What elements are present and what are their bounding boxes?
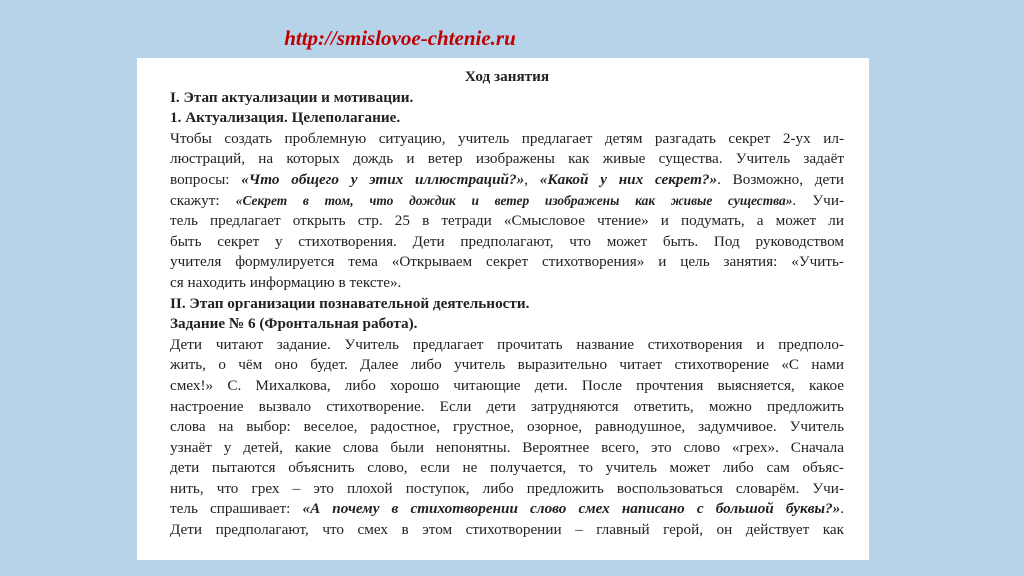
paragraph2-line: Дети читают задание. Учитель предлагает прочитать название стихотворения и предполо- [170, 335, 844, 353]
text-fragment: тель спрашивает: [170, 500, 303, 518]
paragraph1-line: тель предлагает открыть стр. 25 в тетради «Смысловое чтение» и подумать, а может ли [170, 212, 844, 230]
sub1-heading: 1. Актуализация. Целеполагание. [170, 109, 401, 127]
paragraph1-line: учителя формулируется тема «Открываем секрет стихотворения» и цель занятия: «Учить- [170, 253, 844, 271]
paragraph1-line: люстраций, на которых дождь и ветер изображены как живые существа. Учитель задаёт [170, 150, 844, 168]
document-title: Ход занятия [464, 68, 550, 85]
text-fragment: . Учи- [792, 191, 844, 209]
paragraph2-line: узнаёт у детей, какие слова были непонятны. Вероятнее всего, это слово «грех». Сначала [170, 438, 844, 456]
document-page [137, 58, 869, 560]
paragraph2-line [170, 499, 844, 520]
text-fragment: . [840, 500, 844, 518]
stage2-heading: II. Этап организации познавательной деятельности. [170, 294, 530, 312]
paragraph1-line: быть секрет у стихотворения. Дети предполагают, что может быть. Под руководством [170, 232, 844, 250]
text-fragment: вопросы: [170, 170, 242, 188]
text-fragment: , [524, 170, 540, 188]
text-fragment: . Возможно, дети [717, 170, 844, 188]
site-url[interactable]: http://smislovoe-chtenie.ru [284, 26, 516, 50]
question-quote: «А почему в стихотворении слово смех написано с большой буквы?» [302, 500, 841, 518]
task-heading: Задание № 6 (Фронтальная работа). [170, 315, 418, 333]
answer-quote: «Секрет в том, что дождик и ветер изображены как живые существа» [235, 192, 793, 208]
paragraph2-line: дети пытаются объяснить слово, если не получается, то учитель может либо сам объяс- [170, 459, 844, 477]
paragraph1-line [170, 191, 844, 212]
paragraph1-line: Чтобы создать проблемную ситуацию, учитель предлагает детям разгадать секрет 2-ух ил- [170, 129, 844, 147]
paragraph2-line: нить, что грех – это плохой поступок, либо предложить воспользоваться словарём. Учи- [170, 479, 844, 497]
paragraph2-line: слова на выбор: веселое, радостное, грустное, озорное, равнодушное, задумчивое. Учитель [170, 418, 844, 436]
paragraph1-line [170, 170, 844, 191]
paragraph2-line: настроение вызвало стихотворение. Если дети затрудняются ответить, можно предложить [170, 397, 844, 415]
paragraph2-line: жить, о чём оно будет. Далее либо учитель выразительно читает стихотворение «С нами [170, 356, 844, 374]
stage1-heading: I. Этап актуализации и мотивации. [170, 88, 414, 106]
paragraph2-line: смех!» С. Михалкова, либо хорошо читающие дети. После прочтения выясняется, какое [170, 376, 844, 394]
document-text [170, 67, 844, 541]
question-quote: «Какой у них секрет?» [539, 170, 718, 188]
text-fragment: скажут: [170, 191, 236, 209]
paragraph2-line: Дети предполагают, что смех в этом стихотворении – главный герой, он действует как [170, 521, 844, 539]
question-quote: «Что общего у этих иллюстраций?» [241, 170, 525, 188]
paragraph1-line: ся находить информацию в тексте». [170, 273, 402, 291]
